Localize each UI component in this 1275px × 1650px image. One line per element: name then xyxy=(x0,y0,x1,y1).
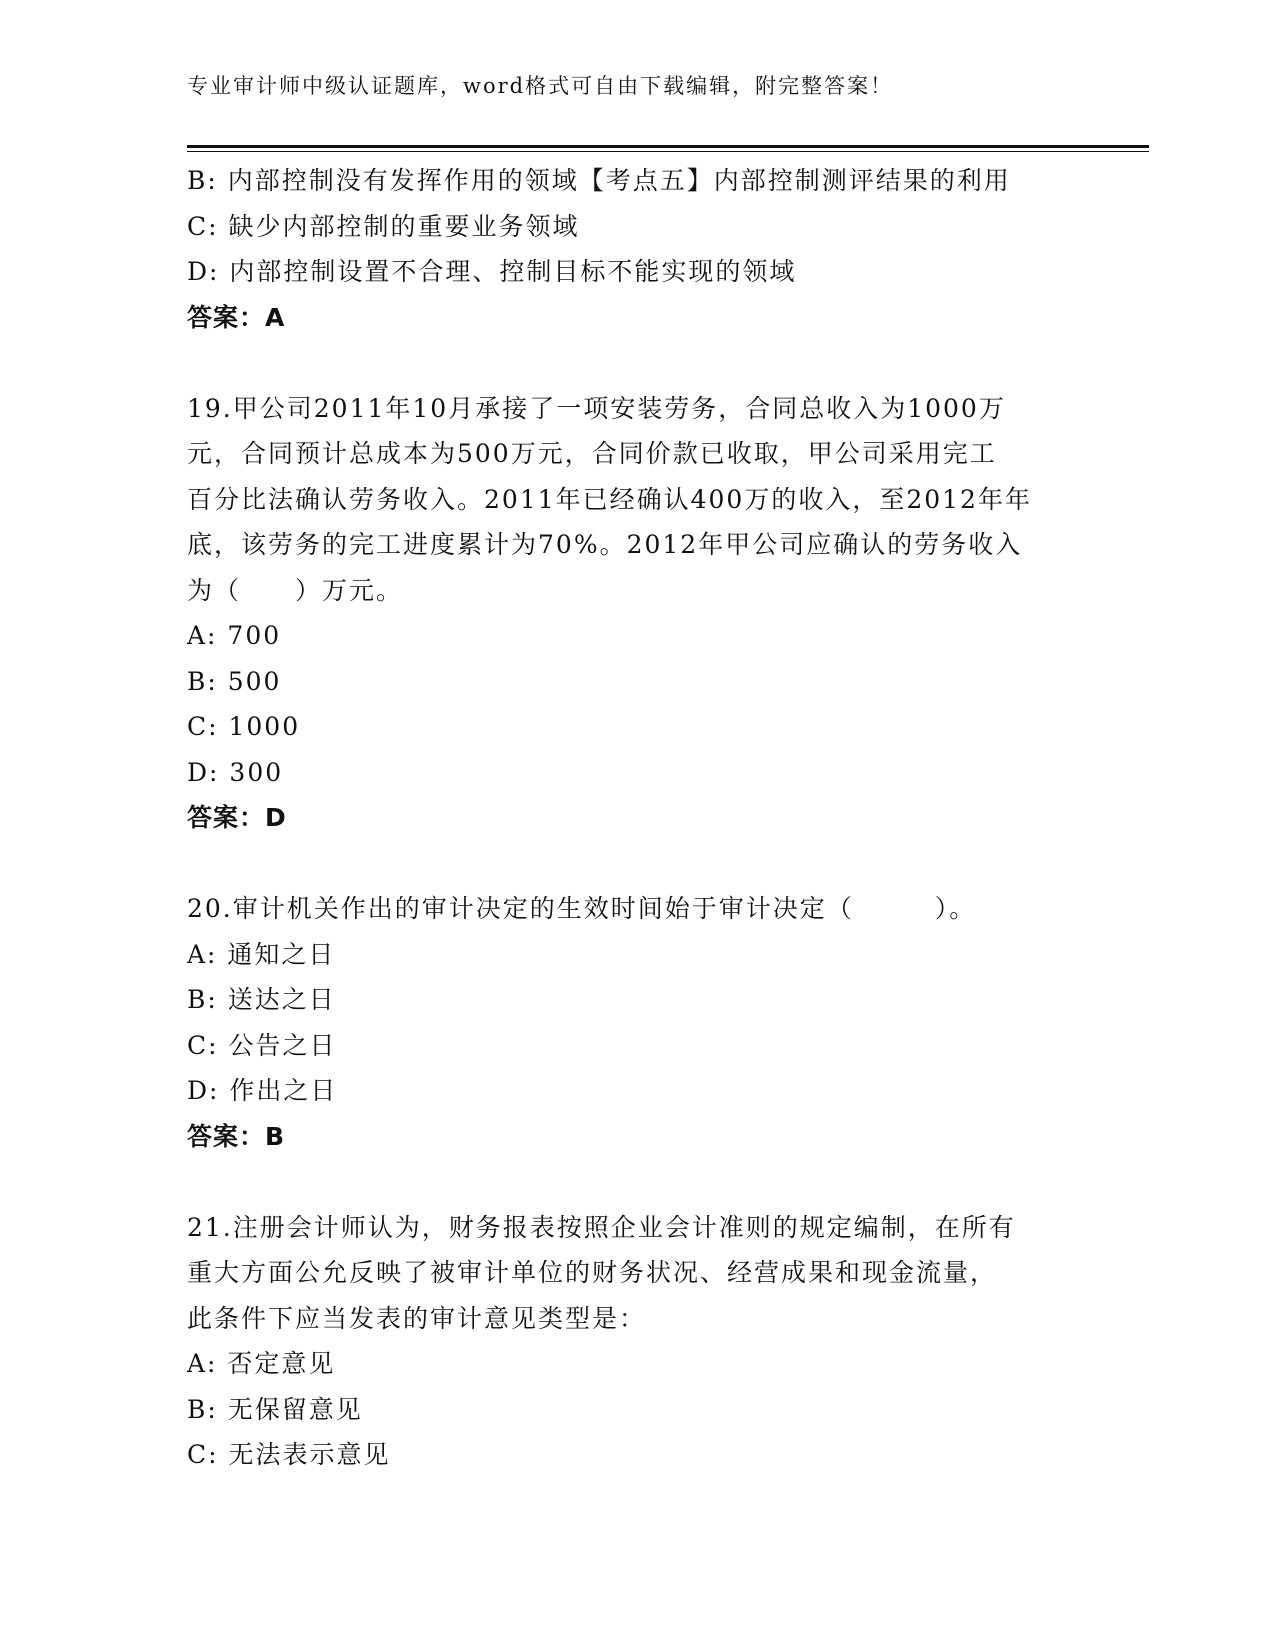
option-c: C: 公告之日 xyxy=(187,1030,337,1060)
question-stem-line: 百分比法确认劳务收入。2011年已经确认400万的收入，至2012年年 xyxy=(187,484,1032,514)
option-b: B: 无保留意见 xyxy=(187,1394,363,1424)
option-b: B: 内部控制没有发挥作用的领域【考点五】内部控制测评结果的利用 xyxy=(187,166,1011,195)
option-c: C: 无法表示意见 xyxy=(187,1440,391,1469)
header-rule-thick xyxy=(187,145,1149,148)
question-stem-line: 元，合同预计总成本为500万元，合同价款已收取，甲公司采用完工 xyxy=(187,439,997,468)
answer-line: 答案：D xyxy=(187,803,287,832)
option-b: B: 送达之日 xyxy=(187,985,336,1014)
question-stem-line: 20.审计机关作出的审计决定的生效时间始于审计决定（ ）。 xyxy=(187,894,977,923)
question-stem-line: 为（ ）万元。 xyxy=(187,575,404,605)
question-19 xyxy=(187,386,1087,841)
question-stem-line: 底，该劳务的完工进度累计为70%。2012年甲公司应确认的劳务收入 xyxy=(187,530,1023,559)
question-20 xyxy=(187,886,1087,1159)
answer-line: 答案：A xyxy=(187,302,286,332)
question-stem-line: 此条件下应当发表的审计意见类型是： xyxy=(187,1303,647,1333)
question-21 xyxy=(187,1205,1087,1478)
question-18-continued xyxy=(187,158,1087,340)
option-d: D: 作出之日 xyxy=(187,1076,338,1105)
header-rule-thin xyxy=(187,151,1149,152)
question-stem-line: 21.注册会计师认为，财务报表按照企业会计准则的规定编制，在所有 xyxy=(187,1212,1016,1242)
option-c: C: 缺少内部控制的重要业务领域 xyxy=(187,211,580,241)
option-c: C: 1000 xyxy=(187,712,301,741)
option-b: B: 500 xyxy=(187,666,282,696)
option-d: D: 300 xyxy=(187,757,284,787)
question-stem-line: 重大方面公允反映了被审计单位的财务状况、经营成果和现金流量， xyxy=(187,1258,998,1287)
document-body xyxy=(187,158,1087,1478)
option-d: D: 内部控制设置不合理、控制目标不能实现的领域 xyxy=(187,257,797,286)
document-header: 专业审计师中级认证题库，word格式可自由下载编辑，附完整答案！ xyxy=(187,74,894,98)
option-a: A: 700 xyxy=(187,621,282,650)
question-stem-line: 19.甲公司2011年10月承接了一项安装劳务，合同总收入为1000万 xyxy=(187,393,1006,423)
option-a: A: 否定意见 xyxy=(187,1349,336,1378)
option-a: A: 通知之日 xyxy=(187,939,336,969)
answer-line: 答案：B xyxy=(187,1121,286,1151)
